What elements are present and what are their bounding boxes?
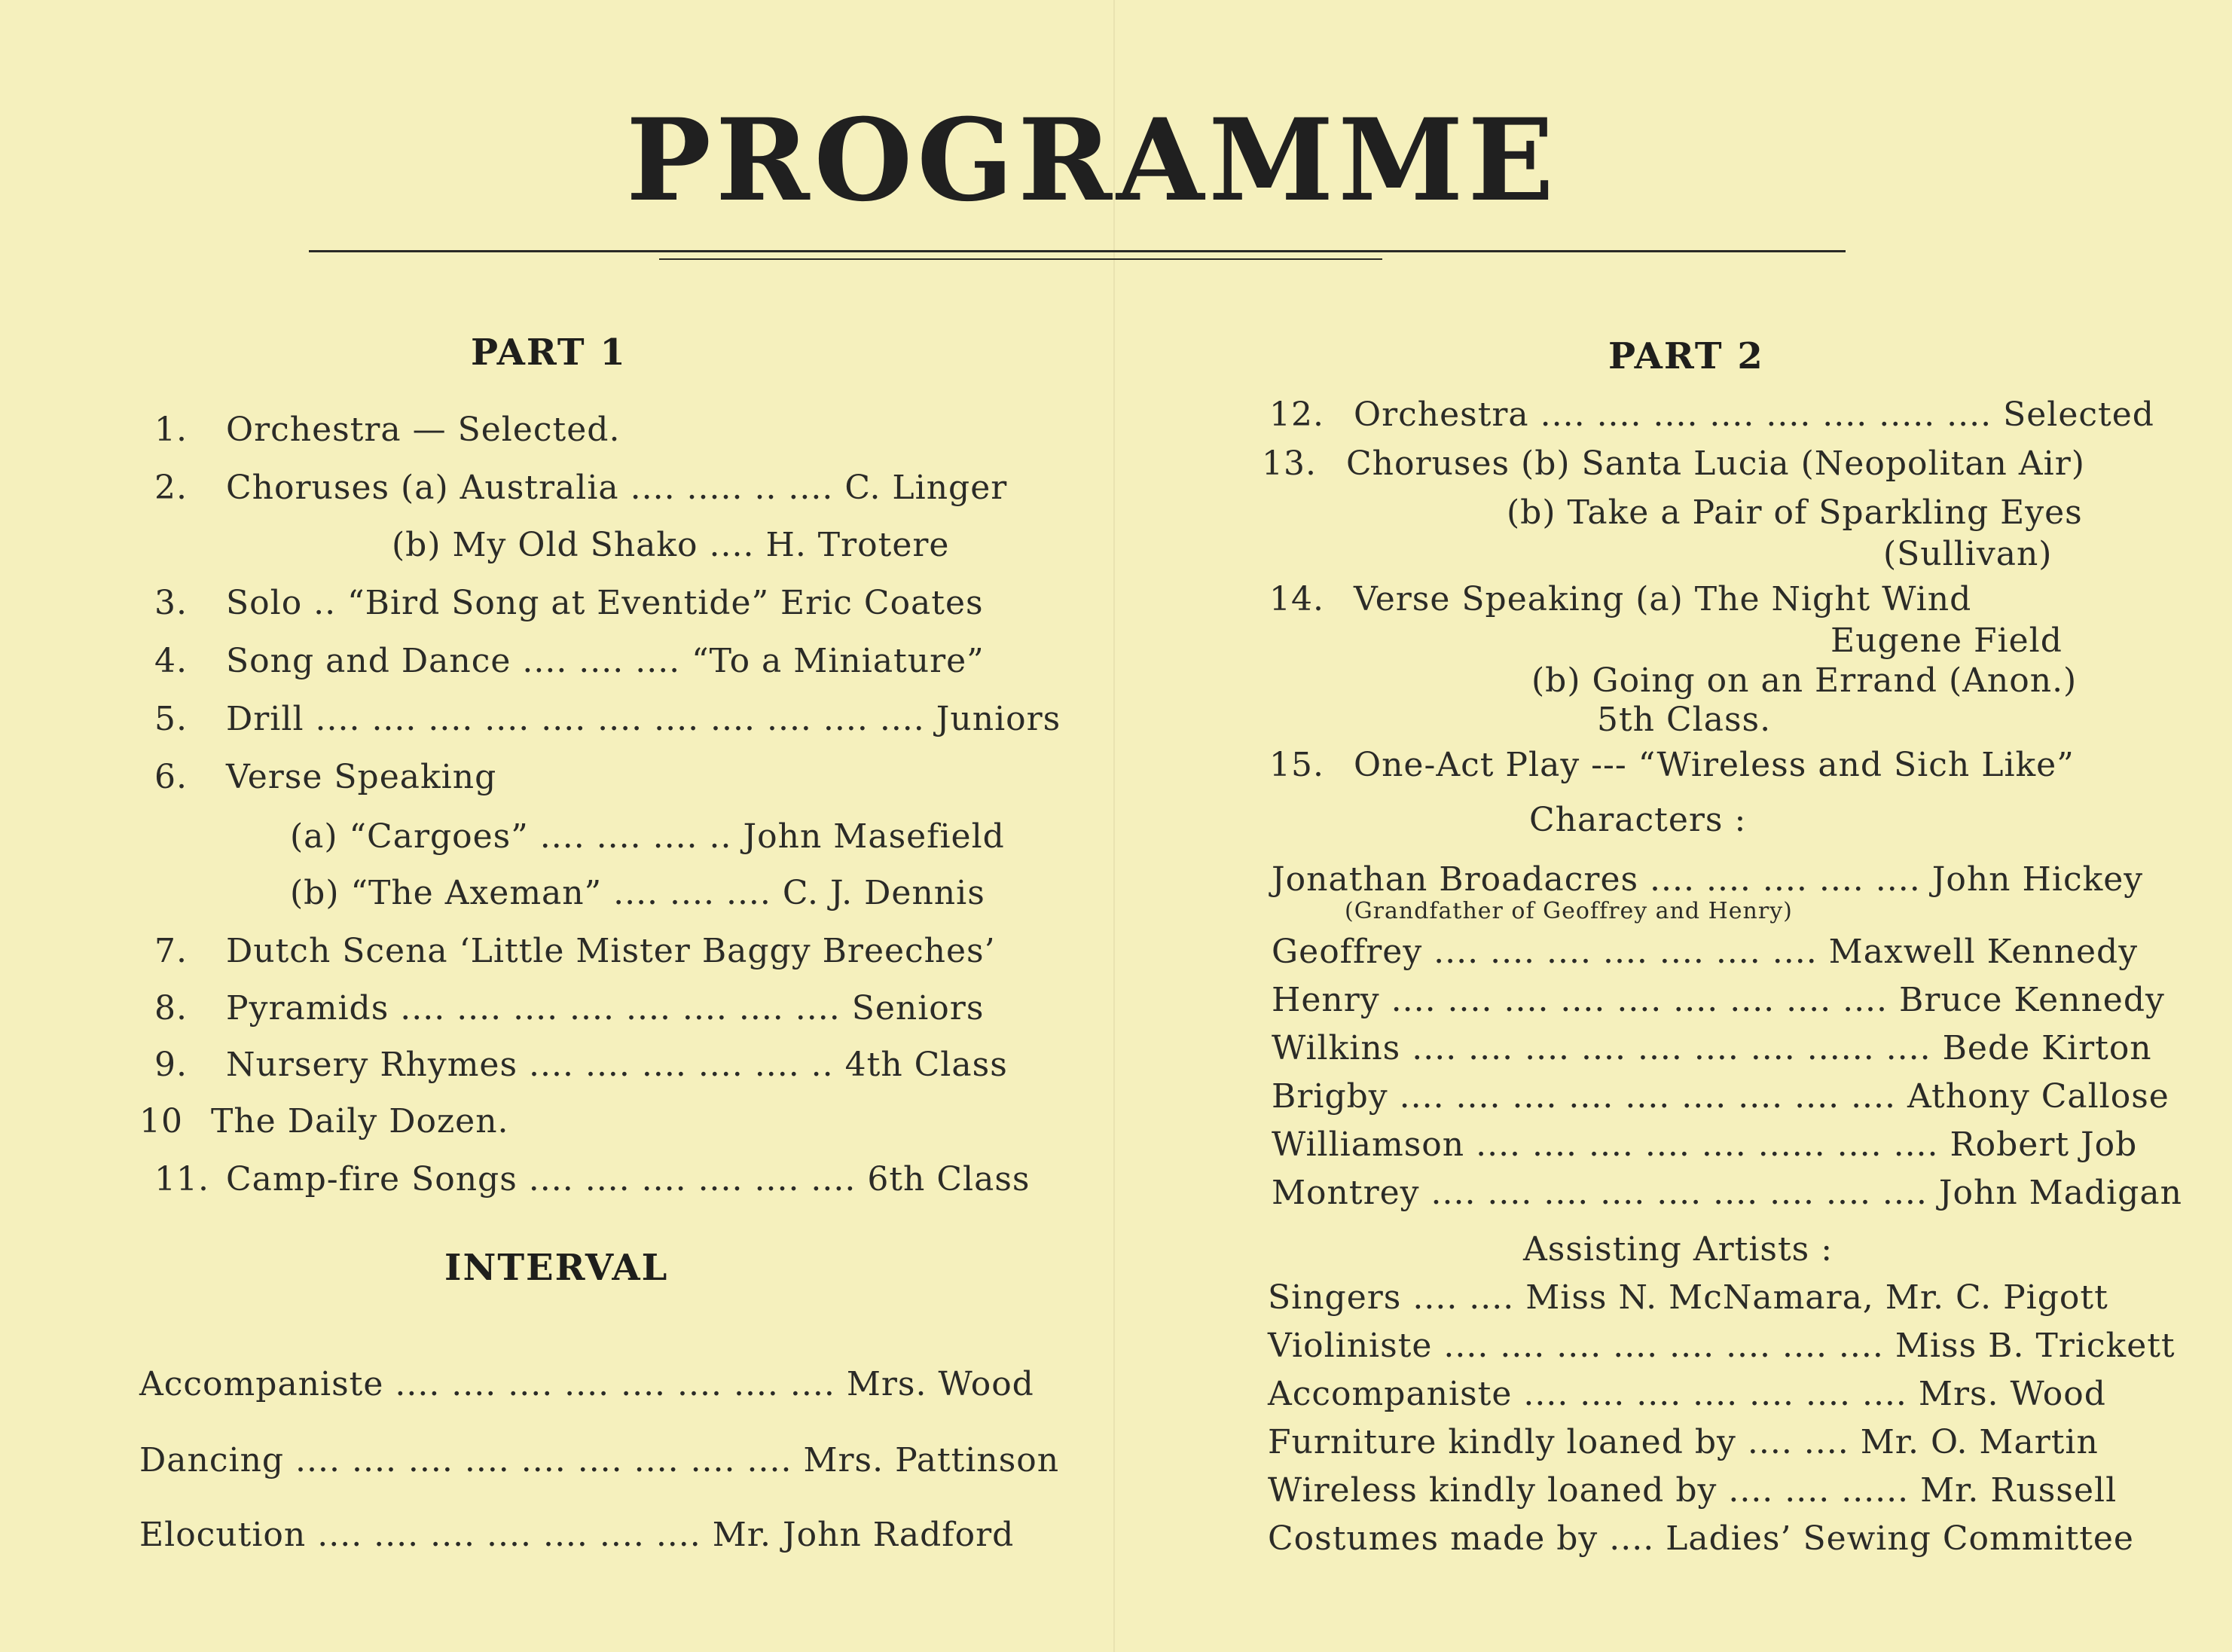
item-text: Orchestra .... .... .... .... .... .... ..... .... Selected <box>1354 395 2154 434</box>
item-text: Nursery Rhymes .... .... .... .... .... .. 4th Class <box>226 1046 1008 1084</box>
programme-title: PROGRAMME <box>626 94 1559 227</box>
assisting-row: Accompaniste .... .... .... .... .... .... .... Mrs. Wood <box>1268 1375 2106 1413</box>
assisting-row: Costumes made by .... Ladies’ Sewing Committee <box>1268 1519 2134 1558</box>
item-text: Drill .... .... .... .... .... .... .... .... .... .... .... Juniors <box>226 700 1061 738</box>
item-text: The Daily Dozen. <box>211 1102 509 1141</box>
part1-heading: PART 1 <box>471 331 627 374</box>
item-number: 11. <box>154 1160 209 1199</box>
programme-item-8 <box>154 989 984 1028</box>
item-text: Verse Speaking (a) The Night Wind <box>1354 580 1972 618</box>
character-row: Wilkins .... .... .... .... .... .... .... ...... .... Bede Kirton <box>1272 1029 2152 1067</box>
character-row: Brigby .... .... .... .... .... .... .... .... .... Athony Callose <box>1272 1077 2169 1116</box>
item-text: Choruses (b) Santa Lucia (Neopolitan Air) <box>1346 444 2085 483</box>
programme-item-11 <box>154 1160 1031 1199</box>
character-row: Henry .... .... .... .... .... .... .... .... .... Bruce Kennedy <box>1272 981 2165 1019</box>
item-number: 10 <box>139 1102 183 1141</box>
assisting-row: Wireless kindly loaned by .... .... ...... Mr. Russell <box>1268 1471 2117 1510</box>
item-number: 2. <box>154 469 188 507</box>
programme-item-14 <box>1269 580 1971 618</box>
characters-heading: Characters : <box>1529 801 1747 839</box>
assisting-row: Furniture kindly loaned by .... .... Mr. O. Martin <box>1268 1423 2099 1461</box>
programme-item-14a-author: Eugene Field <box>1830 621 2063 660</box>
programme-item-13b: (b) Take a Pair of Sparkling Eyes <box>1507 493 2083 532</box>
programme-item-7 <box>154 932 996 970</box>
programme-item-13 <box>1262 444 2085 483</box>
programme-item-10 <box>139 1102 509 1141</box>
programme-item-9 <box>154 1046 1008 1084</box>
programme-item-14b-class: 5th Class. <box>1597 701 1772 739</box>
programme-item-6 <box>154 758 496 796</box>
character-note: (Grandfather of Geoffrey and Henry) <box>1345 898 1793 924</box>
character-row: Williamson .... .... .... .... .... ...... .... .... Robert Job <box>1272 1125 2138 1164</box>
programme-item-15 <box>1269 746 2075 784</box>
item-number: 15. <box>1269 746 1324 784</box>
programme-item-4 <box>154 642 985 680</box>
item-text: Pyramids .... .... .... .... .... .... .... .... Seniors <box>226 989 985 1028</box>
programme-item-5 <box>154 700 1061 738</box>
item-text: One-Act Play --- “Wireless and Sich Like” <box>1354 746 2075 784</box>
item-text: Dutch Scena ‘Little Mister Baggy Breeches’ <box>226 932 996 970</box>
item-text: Verse Speaking <box>226 758 497 796</box>
item-number: 1. <box>154 411 188 449</box>
item-number: 12. <box>1269 395 1324 434</box>
assisting-row: Violiniste .... .... .... .... .... .... .... .... Miss B. Trickett <box>1268 1327 2176 1365</box>
item-number: 14. <box>1269 580 1324 618</box>
item-text: Orchestra — Selected. <box>226 411 621 449</box>
item-text: Solo .. “Bird Song at Eventide” Eric Coates <box>226 584 984 622</box>
item-number: 9. <box>154 1046 188 1084</box>
item-text: Song and Dance .... .... .... “To a Miniature” <box>226 642 985 680</box>
title-rule <box>309 250 1846 252</box>
item-number: 4. <box>154 642 188 680</box>
interval-elocution: Elocution .... .... .... .... .... .... .... Mr. John Radford <box>139 1516 1015 1554</box>
item-number: 5. <box>154 700 188 738</box>
programme-item-2 <box>154 469 1007 507</box>
item-number: 7. <box>154 932 188 970</box>
item-number: 8. <box>154 989 188 1028</box>
programme-item-3 <box>154 584 984 622</box>
programme-item-6b: (b) “The Axeman” .... .... .... C. J. Dennis <box>290 874 985 912</box>
character-row: Jonathan Broadacres .... .... .... .... .... John Hickey <box>1272 860 2144 899</box>
page-fold <box>1113 0 1115 1652</box>
programme-item-6a: (a) “Cargoes” .... .... .... .. John Masefield <box>290 817 1005 856</box>
assisting-row: Singers .... .... Miss N. McNamara, Mr. C. Pigott <box>1268 1278 2108 1317</box>
character-row: Geoffrey .... .... .... .... .... .... .... Maxwell Kennedy <box>1272 933 2139 971</box>
interval-dancing: Dancing .... .... .... .... .... .... .... .... .... Mrs. Pattinson <box>139 1441 1060 1479</box>
programme-item-14b: (b) Going on an Errand (Anon.) <box>1531 661 2078 700</box>
programme-item-13b-composer: (Sullivan) <box>1883 535 2053 573</box>
character-row: Montrey .... .... .... .... .... .... .... .... .... John Madigan <box>1272 1174 2182 1212</box>
programme-item-12 <box>1269 395 2154 434</box>
programme-item-2b: (b) My Old Shako .... H. Trotere <box>392 526 950 564</box>
interval-accompaniste: Accompaniste .... .... .... .... .... .... .... .... Mrs. Wood <box>139 1365 1034 1403</box>
item-number: 6. <box>154 758 188 796</box>
item-text: Camp-fire Songs .... .... .... .... .... .... 6th Class <box>226 1160 1031 1199</box>
part2-heading: PART 2 <box>1608 335 1764 377</box>
item-number: 13. <box>1262 444 1317 483</box>
interval-heading: INTERVAL <box>444 1247 669 1289</box>
title-rule-lower <box>659 258 1382 260</box>
programme-item-1 <box>154 411 620 449</box>
item-number: 3. <box>154 584 188 622</box>
item-text: Choruses (a) Australia .... ..... .. .... C. Linger <box>226 469 1008 507</box>
assisting-artists-heading: Assisting Artists : <box>1523 1230 1834 1269</box>
